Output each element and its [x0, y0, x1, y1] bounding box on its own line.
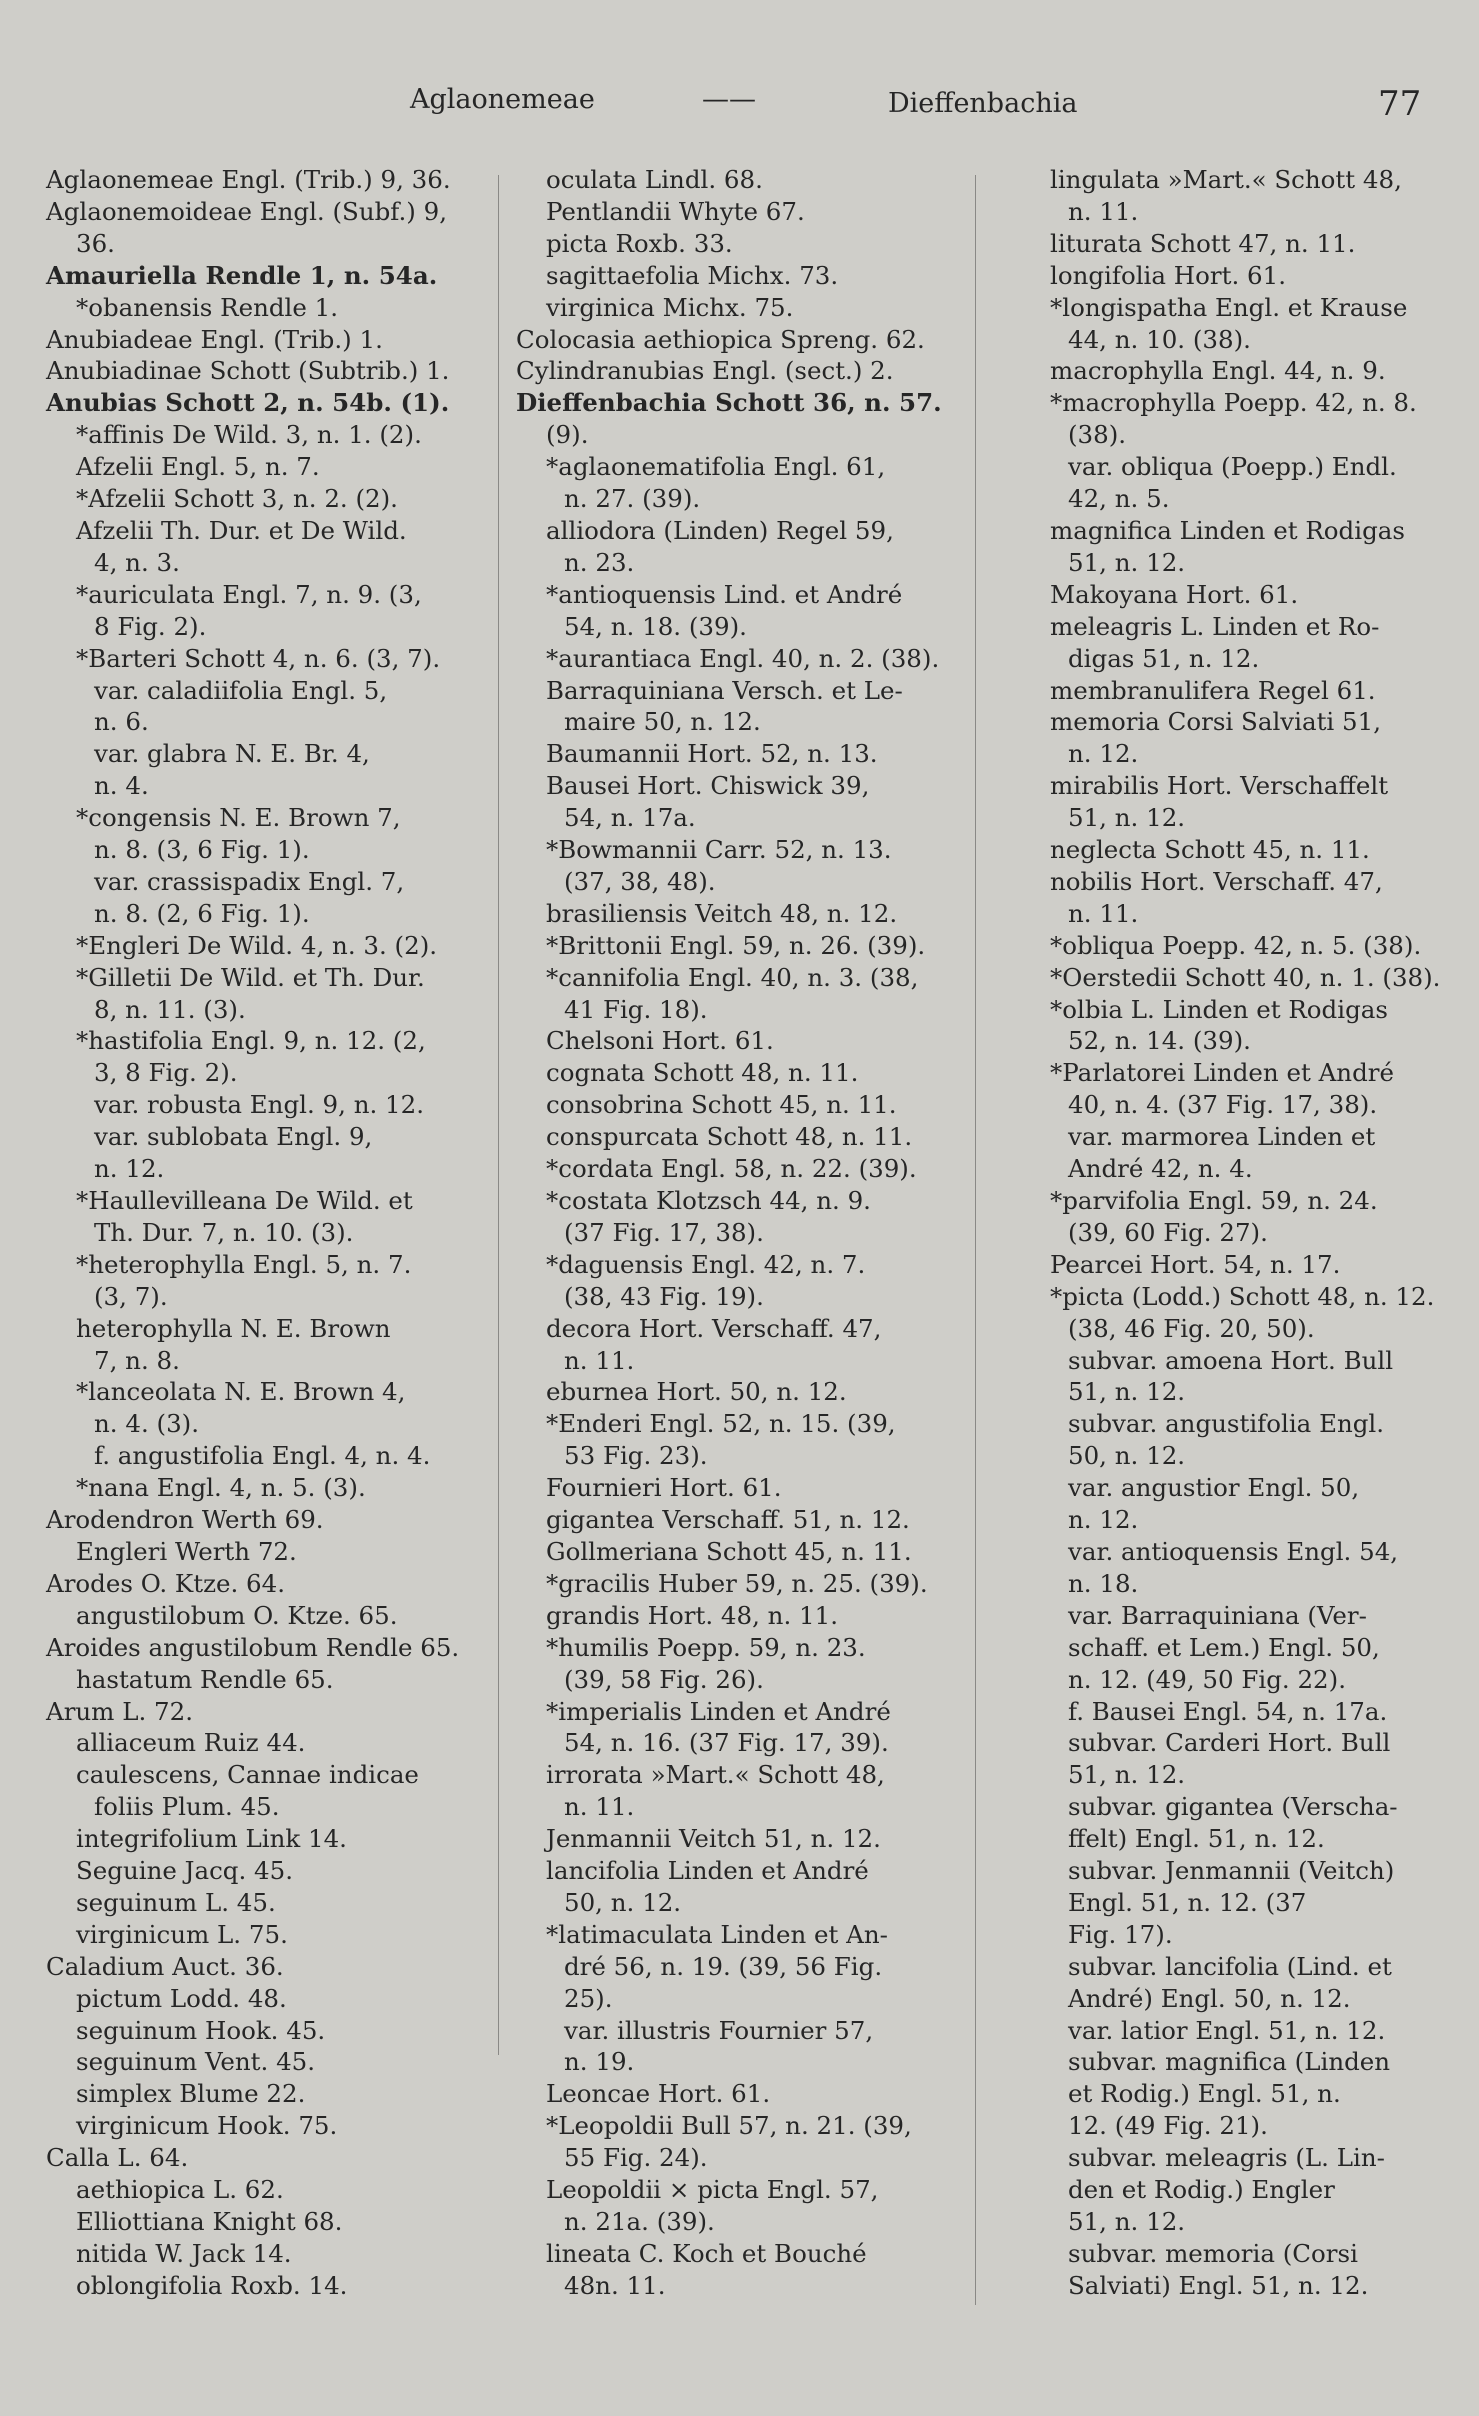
index-entry-line: *auriculata Engl. 7, n. 9. (3,	[76, 579, 422, 609]
index-entry-line: 54, n. 17a.	[564, 803, 696, 833]
index-entry-line: seguinum Hook. 45.	[76, 2015, 326, 2045]
index-entry-line: (39, 58 Fig. 26).	[564, 1664, 764, 1694]
index-entry-line: Bausei Hort. Chiswick 39,	[546, 771, 870, 801]
index-entry-line: *gracilis Huber 59, n. 25. (39).	[546, 1568, 928, 1598]
index-entry-line: *antioquensis Lind. et André	[546, 579, 903, 609]
index-entry-line: 44, n. 10. (38).	[1068, 324, 1251, 354]
index-entry-line: grandis Hort. 48, n. 11.	[546, 1600, 838, 1630]
index-entry-line: oculata Lindl. 68.	[546, 165, 763, 194]
index-entry-line: Calla L. 64.	[46, 2143, 189, 2173]
index-entry-line: Fournieri Hort. 61.	[546, 1473, 782, 1503]
index-entry-line: 54, n. 18. (39).	[564, 611, 747, 641]
index-entry-line: var. angustior Engl. 50,	[1068, 1473, 1360, 1503]
index-entry-line: n. 11.	[1068, 196, 1139, 226]
index-entry-line: seguinum L. 45.	[76, 1887, 276, 1917]
index-entry-line: heterophylla N. E. Brown	[76, 1313, 391, 1343]
index-entry-line: caulescens, Cannae indicae	[76, 1760, 419, 1790]
index-entry-line: *macrophylla Poepp. 42, n. 8.	[1050, 388, 1417, 418]
index-entry-line: n. 8. (3, 6 Fig. 1).	[94, 835, 310, 865]
index-entry-line: subvar. Jenmannii (Veitch)	[1068, 1856, 1395, 1886]
index-entry-line: var. illustris Fournier 57,	[564, 2015, 874, 2045]
index-entry-line: *imperialis Linden et André	[546, 1696, 891, 1726]
index-entry-line: Arodendron Werth 69.	[46, 1505, 324, 1535]
index-entry-line: n. 19.	[564, 2047, 635, 2077]
index-entry-line: n. 12.	[94, 1154, 165, 1184]
index-entry-line: ffelt) Engl. 51, n. 12.	[1068, 1824, 1325, 1854]
index-entry-line: f. angustifolia Engl. 4, n. 4.	[94, 1441, 431, 1471]
index-entry-line: *Afzelii Schott 3, n. 2. (2).	[76, 484, 398, 514]
index-entry-line: Afzelii Engl. 5, n. 7.	[76, 452, 320, 482]
index-entry-line: Anubiadeae Engl. (Trib.) 1.	[46, 324, 383, 354]
index-column-2	[516, 164, 958, 2302]
index-entry-line: (38, 46 Fig. 20, 50).	[1068, 1313, 1315, 1343]
index-entry-line: *longispatha Engl. et Krause	[1050, 292, 1408, 322]
index-entry-line: 4, n. 3.	[94, 547, 180, 577]
index-entry-line: n. 23.	[564, 547, 635, 577]
index-entry-line: lancifolia Linden et André	[546, 1856, 869, 1886]
index-entry-line: Leopoldii × picta Engl. 57,	[546, 2175, 879, 2205]
index-entry-line: 8, n. 11. (3).	[94, 994, 246, 1024]
index-entry-line: n. 8. (2, 6 Fig. 1).	[94, 898, 310, 928]
index-entry-line: Arum L. 72.	[46, 1696, 194, 1726]
index-entry-line: subvar. Carderi Hort. Bull	[1068, 1728, 1391, 1758]
index-entry-line: decora Hort. Verschaff. 47,	[546, 1313, 882, 1343]
header-middle-title: Dieffenbachia	[888, 88, 1078, 119]
index-entry-line: var. crassispadix Engl. 7,	[94, 866, 405, 896]
index-entry-line: (9).	[546, 420, 589, 450]
index-entry-line: (3, 7).	[94, 1281, 168, 1311]
index-entry-line: *heterophylla Engl. 5, n. 7.	[76, 1249, 412, 1279]
index-entry-line: integrifolium Link 14.	[76, 1824, 347, 1854]
index-entry-line: var. latior Engl. 51, n. 12.	[1068, 2015, 1386, 2045]
index-entry-line: (37 Fig. 17, 38).	[564, 1217, 764, 1247]
index-entry-line: 42, n. 5.	[1068, 484, 1170, 514]
index-entry-line: 50, n. 12.	[564, 1887, 682, 1917]
index-entry-line: Afzelii Th. Dur. et De Wild.	[76, 515, 407, 545]
index-entry-line: consobrina Schott 45, n. 11.	[546, 1090, 897, 1120]
index-entry-line: nitida W. Jack 14.	[76, 2238, 292, 2268]
page-number: 77	[1378, 84, 1422, 124]
index-entry-line: *lanceolata N. E. Brown 4,	[76, 1377, 406, 1407]
index-entry-line: 8 Fig. 2).	[94, 611, 207, 641]
index-entry-line: *nana Engl. 4, n. 5. (3).	[76, 1473, 366, 1503]
index-entry-line: subvar. memoria (Corsi	[1068, 2238, 1358, 2268]
index-entry-line: subvar. lancifolia (Lind. et	[1068, 1951, 1392, 1981]
index-entry-line: Leoncae Hort. 61.	[546, 2079, 771, 2109]
index-entry-line: Cylindranubias Engl. (sect.) 2.	[516, 356, 894, 386]
index-entry-line: Aglaonemoideae Engl. (Subf.) 9,	[46, 196, 448, 226]
index-entry-line: meleagris L. Linden et Ro-	[1050, 611, 1380, 641]
index-entry-line: Barraquiniana Versch. et Le-	[546, 675, 903, 705]
index-entry-line: *aglaonematifolia Engl. 61,	[546, 452, 886, 482]
index-entry-line: *latimaculata Linden et An-	[546, 1919, 888, 1949]
index-entry-line: n. 21a. (39).	[564, 2207, 715, 2236]
index-entry-line: var. marmorea Linden et	[1068, 1122, 1376, 1152]
index-entry-line: *daguensis Engl. 42, n. 7.	[546, 1249, 866, 1279]
index-entry-line: n. 4. (3).	[94, 1409, 200, 1439]
index-entry-line: *Gilletii De Wild. et Th. Dur.	[76, 962, 425, 992]
index-entry-line: Dieffenbachia Schott 36, n. 57.	[516, 388, 942, 418]
index-entry-line: mirabilis Hort. Verschaffelt	[1050, 771, 1389, 801]
index-entry-line: subvar. angustifolia Engl.	[1068, 1409, 1385, 1439]
index-entry-line: 51, n. 12.	[1068, 1377, 1186, 1407]
index-entry-line: Fig. 17).	[1068, 1919, 1173, 1949]
index-entry-line: lingulata »Mart.« Schott 48,	[1050, 165, 1402, 194]
index-entry-line: n. 12.	[1068, 739, 1139, 769]
index-entry-line: n. 11.	[564, 1792, 635, 1822]
index-entry-line: nobilis Hort. Verschaff. 47,	[1050, 866, 1383, 896]
index-entry-line: *aurantiaca Engl. 40, n. 2. (38).	[546, 643, 940, 673]
index-entry-line: pictum Lodd. 48.	[76, 1983, 287, 2013]
index-entry-line: angustilobum O. Ktze. 65.	[76, 1600, 398, 1630]
index-entry-line: (38).	[1068, 420, 1127, 450]
index-entry-line: (38, 43 Fig. 19).	[564, 1281, 764, 1311]
index-entry-line: Pearcei Hort. 54, n. 17.	[1050, 1249, 1341, 1279]
index-entry-line: gigantea Verschaff. 51, n. 12.	[546, 1505, 910, 1535]
index-entry-line: eburnea Hort. 50, n. 12.	[546, 1377, 847, 1407]
index-entry-line: n. 6.	[94, 707, 149, 737]
index-entry-line: neglecta Schott 45, n. 11.	[1050, 835, 1370, 865]
index-entry-line: var. glabra N. E. Br. 4,	[94, 739, 370, 769]
index-entry-line: subvar. meleagris (L. Lin-	[1068, 2143, 1385, 2173]
column-divider-2	[975, 175, 976, 2305]
index-entry-line: macrophylla Engl. 44, n. 9.	[1050, 356, 1386, 386]
index-entry-line: virginicum L. 75.	[76, 1919, 288, 1949]
index-entry-line: Gollmeriana Schott 45, n. 11.	[546, 1536, 912, 1566]
index-entry-line: 3, 8 Fig. 2).	[94, 1058, 238, 1088]
index-entry-line: aethiopica L. 62.	[76, 2175, 284, 2205]
index-entry-line: 50, n. 12.	[1068, 1441, 1186, 1471]
index-entry-line: *olbia L. Linden et Rodigas	[1050, 994, 1388, 1024]
index-entry-line: var. antioquensis Engl. 54,	[1068, 1536, 1399, 1566]
index-entry-line: subvar. amoena Hort. Bull	[1068, 1345, 1394, 1375]
index-entry-line: 12. (49 Fig. 21).	[1068, 2111, 1268, 2141]
index-entry-line: var. caladiifolia Engl. 5,	[94, 675, 388, 705]
index-entry-line: Elliottiana Knight 68.	[76, 2207, 343, 2236]
index-entry-line: oblongifolia Roxb. 14.	[76, 2270, 348, 2300]
running-header	[0, 78, 1479, 128]
index-entry-line: 53 Fig. 23).	[564, 1441, 708, 1471]
index-entry-line: Th. Dur. 7, n. 10. (3).	[94, 1217, 354, 1247]
index-entry-line: 51, n. 12.	[1068, 2207, 1186, 2236]
index-entry-line: *Engleri De Wild. 4, n. 3. (2).	[76, 930, 438, 960]
index-entry-line: n. 4.	[94, 771, 149, 801]
index-entry-line: seguinum Vent. 45.	[76, 2047, 316, 2077]
index-entry-line: f. Bausei Engl. 54, n. 17a.	[1068, 1696, 1388, 1726]
index-entry-line: *Enderi Engl. 52, n. 15. (39,	[546, 1409, 896, 1439]
index-entry-line: 25).	[564, 1983, 613, 2013]
index-entry-line: Pentlandii Whyte 67.	[546, 196, 805, 226]
index-entry-line: schaff. et Lem.) Engl. 50,	[1068, 1632, 1380, 1662]
index-entry-line: *cannifolia Engl. 40, n. 3. (38,	[546, 962, 919, 992]
index-entry-line: Jenmannii Veitch 51, n. 12.	[546, 1824, 881, 1854]
index-entry-line: lineata C. Koch et Bouché	[546, 2238, 867, 2268]
index-entry-line: (37, 38, 48).	[564, 866, 716, 896]
index-entry-line: Salviati) Engl. 51, n. 12.	[1068, 2270, 1369, 2300]
index-entry-line: var. sublobata Engl. 9,	[94, 1122, 373, 1152]
index-entry-line: *cordata Engl. 58, n. 22. (39).	[546, 1154, 917, 1184]
index-entry-line: irrorata »Mart.« Schott 48,	[546, 1760, 885, 1790]
index-entry-line: *obanensis Rendle 1.	[76, 292, 339, 322]
index-entry-line: hastatum Rendle 65.	[76, 1664, 334, 1694]
index-entry-line: n. 12. (49, 50 Fig. 22).	[1068, 1664, 1346, 1694]
header-dash: ——	[702, 84, 756, 115]
index-entry-line: membranulifera Regel 61.	[1050, 675, 1376, 705]
index-entry-line: *Leopoldii Bull 57, n. 21. (39,	[546, 2111, 912, 2141]
index-entry-line: Anubiadinae Schott (Subtrib.) 1.	[46, 356, 450, 386]
index-entry-line: liturata Schott 47, n. 11.	[1050, 228, 1356, 258]
index-entry-line: n. 11.	[564, 1345, 635, 1375]
index-entry-line: et Rodig.) Engl. 51, n.	[1068, 2079, 1341, 2109]
index-entry-line: 54, n. 16. (37 Fig. 17, 39).	[564, 1728, 889, 1758]
index-entry-line: 41 Fig. 18).	[564, 994, 708, 1024]
index-entry-line: sagittaefolia Michx. 73.	[546, 260, 839, 290]
index-entry-line: *Bowmannii Carr. 52, n. 13.	[546, 835, 892, 865]
index-entry-line: memoria Corsi Salviati 51,	[1050, 707, 1382, 737]
index-entry-line: virginica Michx. 75.	[546, 292, 794, 322]
index-entry-line: simplex Blume 22.	[76, 2079, 306, 2109]
index-entry-line: 51, n. 12.	[1068, 547, 1186, 577]
index-entry-line: *parvifolia Engl. 59, n. 24.	[1050, 1186, 1378, 1215]
index-entry-line: Anubias Schott 2, n. 54b. (1).	[46, 388, 450, 418]
index-entry-line: maire 50, n. 12.	[564, 707, 761, 737]
index-entry-line: alliaceum Ruiz 44.	[76, 1728, 306, 1758]
index-entry-line: alliodora (Linden) Regel 59,	[546, 515, 894, 545]
index-entry-line: Seguine Jacq. 45.	[76, 1856, 294, 1886]
index-entry-line: Makoyana Hort. 61.	[1050, 579, 1299, 609]
index-entry-line: longifolia Hort. 61.	[1050, 260, 1286, 290]
index-entry-line: n. 27. (39).	[564, 484, 701, 514]
index-entry-line: magnifica Linden et Rodigas	[1050, 515, 1405, 545]
index-entry-line: *costata Klotzsch 44, n. 9.	[546, 1186, 871, 1215]
column-divider-1	[498, 175, 499, 2055]
index-entry-line: var. obliqua (Poepp.) Endl.	[1068, 452, 1397, 482]
index-entry-line: Baumannii Hort. 52, n. 13.	[546, 739, 878, 769]
index-entry-line: 40, n. 4. (37 Fig. 17, 38).	[1068, 1090, 1378, 1120]
index-entry-line: 36.	[76, 228, 115, 258]
index-entry-line: *Brittonii Engl. 59, n. 26. (39).	[546, 930, 926, 960]
index-entry-line: *Barteri Schott 4, n. 6. (3, 7).	[76, 643, 441, 673]
index-entry-line: 52, n. 14. (39).	[1068, 1026, 1251, 1056]
index-entry-line: n. 11.	[1068, 898, 1139, 928]
index-entry-line: picta Roxb. 33.	[546, 228, 733, 258]
index-entry-line: André) Engl. 50, n. 12.	[1068, 1983, 1351, 2013]
index-entry-line: 51, n. 12.	[1068, 803, 1186, 833]
index-entry-line: Chelsoni Hort. 61.	[546, 1026, 774, 1056]
index-entry-line: *hastifolia Engl. 9, n. 12. (2,	[76, 1026, 426, 1056]
index-entry-line: *Oerstedii Schott 40, n. 1. (38).	[1050, 962, 1441, 992]
index-entry-line: Amauriella Rendle 1, n. 54a.	[46, 260, 438, 290]
index-entry-line: 51, n. 12.	[1068, 1760, 1186, 1790]
index-entry-line: *affinis De Wild. 3, n. 1. (2).	[76, 420, 422, 450]
index-entry-line: 7, n. 8.	[94, 1345, 180, 1375]
index-entry-line: conspurcata Schott 48, n. 11.	[546, 1122, 913, 1152]
index-entry-line: Colocasia aethiopica Spreng. 62.	[516, 324, 925, 354]
index-entry-line: Engl. 51, n. 12. (37	[1068, 1887, 1307, 1917]
index-entry-line: Arodes O. Ktze. 64.	[46, 1568, 286, 1598]
index-entry-line: dré 56, n. 19. (39, 56 Fig.	[564, 1951, 883, 1981]
index-entry-line: Aroides angustilobum Rendle 65.	[46, 1632, 460, 1662]
index-entry-line: *congensis N. E. Brown 7,	[76, 803, 401, 833]
index-entry-line: 48n. 11.	[564, 2270, 666, 2300]
index-entry-line: *obliqua Poepp. 42, n. 5. (38).	[1050, 930, 1422, 960]
index-entry-line: virginicum Hook. 75.	[76, 2111, 338, 2141]
index-entry-line: subvar. gigantea (Verscha-	[1068, 1792, 1398, 1822]
index-entry-line: *Haullevilleana De Wild. et	[76, 1186, 413, 1215]
index-entry-line: subvar. magnifica (Linden	[1068, 2047, 1391, 2077]
index-entry-line: *picta (Lodd.) Schott 48, n. 12.	[1050, 1281, 1435, 1311]
index-entry-line: Engleri Werth 72.	[76, 1536, 297, 1566]
index-entry-line: den et Rodig.) Engler	[1068, 2175, 1335, 2205]
index-entry-line: foliis Plum. 45.	[94, 1792, 280, 1822]
index-entry-line: n. 18.	[1068, 1568, 1139, 1598]
index-column-3	[1020, 164, 1460, 2302]
index-entry-line: André 42, n. 4.	[1068, 1154, 1253, 1184]
index-entry-line: var. Barraquiniana (Ver-	[1068, 1600, 1367, 1630]
index-entry-line: 55 Fig. 24).	[564, 2143, 708, 2173]
index-column-1	[46, 164, 486, 2302]
index-entry-line: cognata Schott 48, n. 11.	[546, 1058, 859, 1088]
header-left-title: Aglaonemeae	[410, 84, 595, 115]
index-entry-line: Caladium Auct. 36.	[46, 1951, 284, 1981]
index-entry-line: n. 12.	[1068, 1505, 1139, 1535]
index-entry-line: (39, 60 Fig. 27).	[1068, 1217, 1268, 1247]
index-entry-line: digas 51, n. 12.	[1068, 643, 1260, 673]
index-entry-line: *Parlatorei Linden et André	[1050, 1058, 1394, 1088]
index-entry-line: var. robusta Engl. 9, n. 12.	[94, 1090, 425, 1120]
index-entry-line: *humilis Poepp. 59, n. 23.	[546, 1632, 866, 1662]
index-entry-line: Aglaonemeae Engl. (Trib.) 9, 36.	[46, 165, 451, 194]
index-entry-line: brasiliensis Veitch 48, n. 12.	[546, 898, 898, 928]
